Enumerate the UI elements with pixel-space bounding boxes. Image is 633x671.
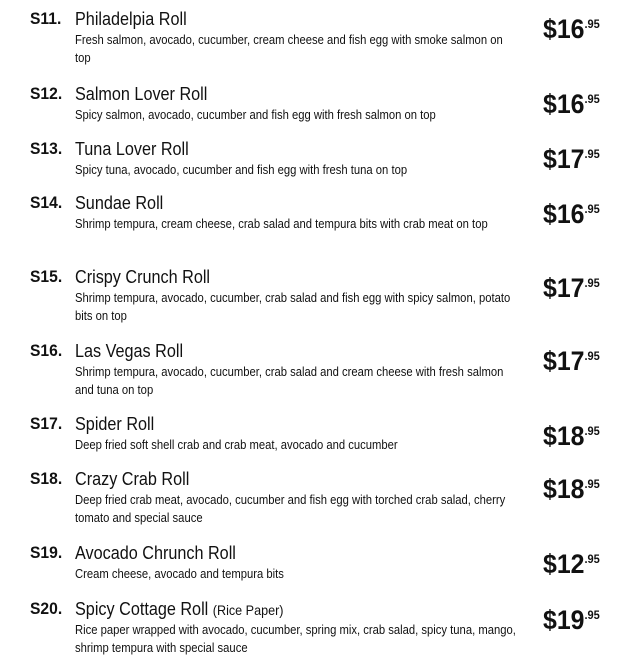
item-name-note: (Rice Paper) (212, 602, 284, 618)
item-description: Cream cheese, avocado and tempura bits (75, 567, 284, 581)
item-name (75, 9, 187, 29)
item-name (75, 193, 163, 213)
item-description: Spicy salmon, avocado, cucumber and fish egg with fresh salmon on top (75, 108, 436, 122)
item-price (543, 89, 600, 119)
price-dollars: $18 (543, 421, 585, 451)
item-price (543, 14, 600, 44)
item-code: S11. (30, 9, 62, 28)
price-dollars: $12 (543, 549, 585, 579)
item-name (75, 84, 207, 104)
item-name-text: Tuna Lover Roll (75, 139, 189, 159)
item-code: S14. (30, 193, 63, 212)
item-name-text: Sundae Roll (75, 193, 164, 213)
price-cents: .95 (584, 17, 600, 31)
item-price (543, 605, 600, 635)
price-dollars: $19 (543, 605, 585, 635)
price-dollars: $17 (543, 273, 585, 303)
item-description: Deep fried soft shell crab and crab meat, avocado and cucumber (75, 438, 398, 452)
item-name-text: Philadelpia Roll (75, 9, 187, 29)
item-description: Shrimp tempura, avocado, cucumber, crab salad and fish egg with spicy salmon, potato bits on top (75, 291, 511, 323)
item-description: Rice paper wrapped with avocado, cucumber, spring mix, crab salad, spicy tuna, mango, shrimp tempura with special sauce (75, 623, 516, 655)
item-description: Spicy tuna, avocado, cucumber and fish egg with fresh tuna on top (75, 163, 408, 177)
item-code: S16. (30, 341, 63, 360)
item-name-text: Avocado Chrunch Roll (75, 543, 236, 563)
price-dollars: $17 (543, 346, 585, 376)
price-dollars: $16 (543, 199, 585, 229)
item-code: S20. (30, 599, 63, 618)
price-cents: .95 (584, 552, 600, 566)
item-description: Fresh salmon, avocado, cucumber, cream cheese and fish egg with smoke salmon on top (75, 33, 503, 65)
item-name (75, 414, 154, 434)
item-code: S13. (30, 139, 63, 158)
item-code: S18. (30, 469, 63, 488)
item-price (543, 421, 600, 451)
item-description: Shrimp tempura, cream cheese, crab salad and tempura bits with crab meat on top (75, 217, 488, 231)
item-description: Deep fried crab meat, avocado, cucumber and fish egg with torched crab salad, cherry tomato and special sauce (75, 493, 506, 525)
item-price (543, 474, 600, 504)
price-cents: .95 (584, 349, 600, 363)
price-cents: .95 (584, 477, 600, 491)
item-price (543, 549, 600, 579)
item-name-text: Spicy Cottage Roll (75, 599, 209, 619)
item-name-text: Las Vegas Roll (75, 341, 184, 361)
item-name-text: Salmon Lover Roll (75, 84, 208, 104)
item-name (75, 341, 183, 361)
price-dollars: $18 (543, 474, 585, 504)
item-price (543, 346, 600, 376)
price-cents: .95 (584, 424, 600, 438)
item-name (75, 267, 210, 287)
item-code: S17. (30, 414, 63, 433)
item-code: S12. (30, 84, 63, 103)
item-name (75, 599, 284, 620)
item-price (543, 199, 600, 229)
item-name (75, 139, 189, 159)
price-cents: .95 (584, 202, 600, 216)
item-code: S15. (30, 267, 63, 286)
price-cents: .95 (584, 608, 600, 622)
item-name-text: Crazy Crab Roll (75, 469, 190, 489)
item-name-text: Crispy Crunch Roll (75, 267, 211, 287)
price-dollars: $16 (543, 89, 585, 119)
item-price (543, 273, 600, 303)
item-name (75, 543, 236, 563)
item-price (543, 144, 600, 174)
price-cents: .95 (584, 92, 600, 106)
price-dollars: $16 (543, 14, 585, 44)
item-name (75, 469, 189, 489)
price-cents: .95 (584, 147, 600, 161)
item-description: Shrimp tempura, avocado, cucumber, crab salad and cream cheese with fresh salmon and tuna on top (75, 365, 504, 397)
price-dollars: $17 (543, 144, 585, 174)
price-cents: .95 (584, 276, 600, 290)
item-code: S19. (30, 543, 63, 562)
item-name-text: Spider Roll (75, 414, 155, 434)
